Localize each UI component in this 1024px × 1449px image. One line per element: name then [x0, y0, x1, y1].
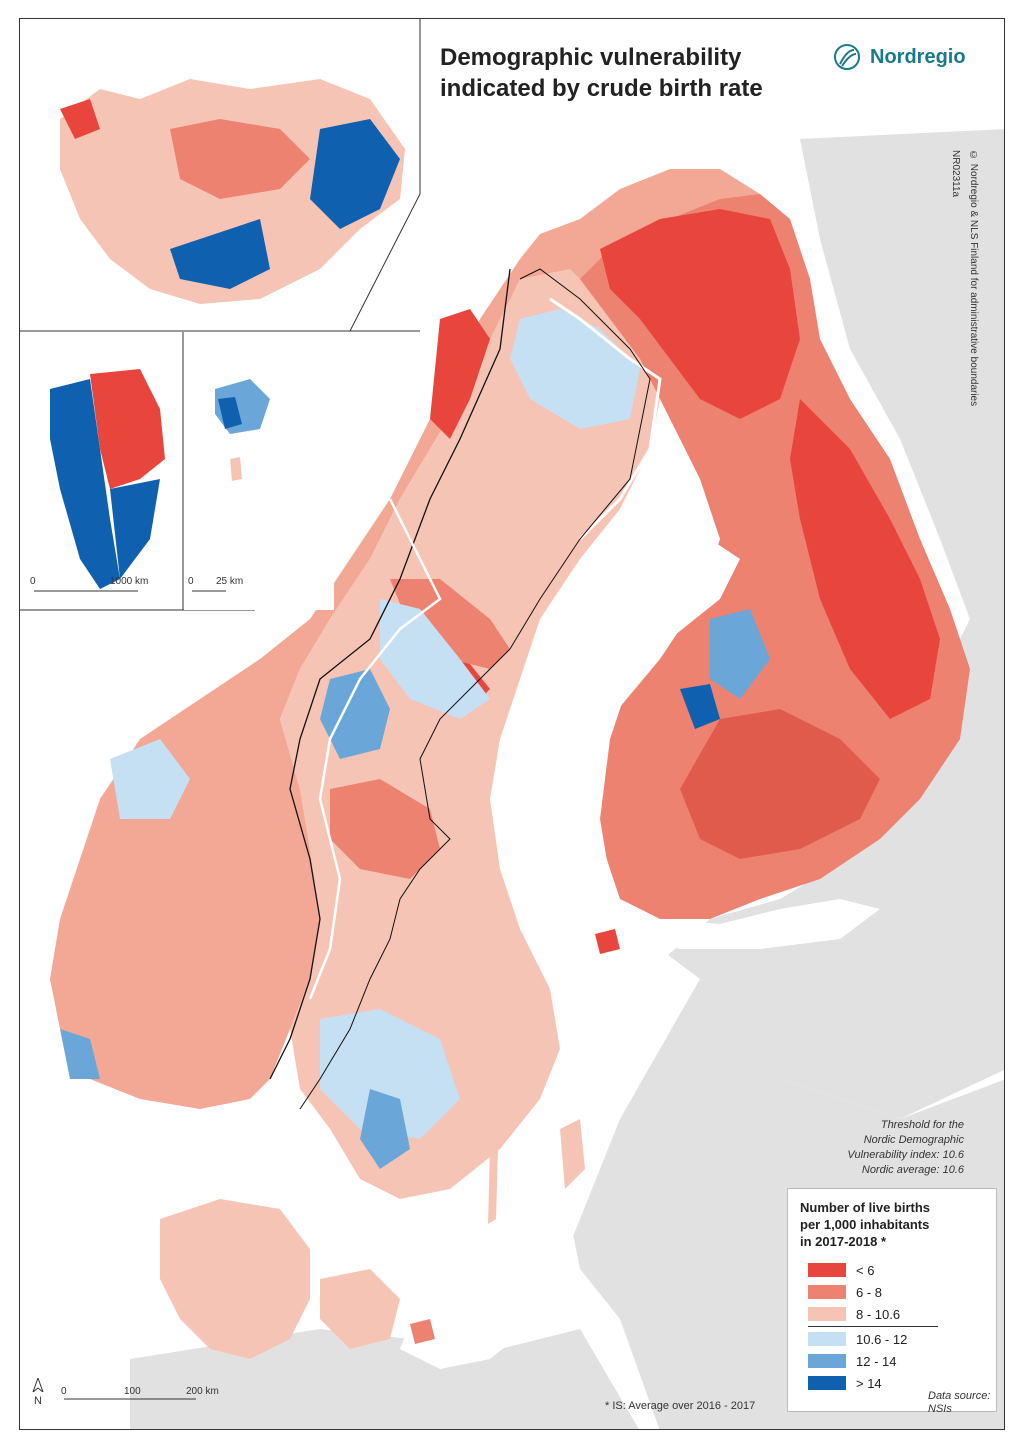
copyright-text: © Nordregio & NLS Finland for administrative boundaries — [968, 150, 979, 407]
faroe-south — [230, 457, 242, 481]
main-scale-0: 0 — [61, 1386, 67, 1397]
threshold-note — [814, 1118, 964, 1178]
legend-swatch — [808, 1285, 846, 1299]
map-title — [440, 42, 763, 104]
legend-label: 8 - 10.6 — [856, 1306, 901, 1322]
legend-item — [808, 1351, 984, 1371]
faroe-scale-0: 0 — [188, 576, 194, 587]
legend-title-line3: in 2017-2018 * — [800, 1234, 887, 1249]
brand-logo — [832, 42, 966, 72]
legend-label: > 14 — [856, 1375, 882, 1391]
data-source-line1: Data source: — [928, 1390, 991, 1402]
legend-item — [808, 1329, 984, 1349]
main-scale-200: 200 km — [186, 1386, 219, 1397]
legend-label: 12 - 14 — [856, 1353, 897, 1369]
threshold-line2: Nordic Demographic — [863, 1134, 964, 1146]
nordregio-logo-icon — [832, 42, 862, 72]
legend-threshold-divider — [808, 1326, 938, 1327]
legend-item — [808, 1260, 984, 1280]
map-title-line2: indicated by crude birth rate — [440, 75, 763, 102]
greenland-scale-1000: 1000 km — [110, 576, 149, 587]
data-source-line2: NSIs — [928, 1403, 952, 1415]
legend-title-line2: per 1,000 inhabitants — [800, 1217, 930, 1232]
legend-title — [800, 1199, 980, 1250]
legend-item — [808, 1282, 984, 1302]
legend — [787, 1188, 997, 1412]
footnote: * IS: Average over 2016 - 2017 — [605, 1400, 756, 1412]
north-arrow — [32, 1378, 44, 1407]
threshold-line3: Vulnerability index: 10.6 — [847, 1149, 964, 1161]
brand-name: Nordregio — [870, 45, 966, 68]
legend-title-line1: Number of live births — [800, 1200, 931, 1215]
legend-swatch — [808, 1376, 846, 1390]
data-source — [928, 1390, 990, 1416]
legend-swatch — [808, 1307, 846, 1321]
threshold-line4: Nordic average: 10.6 — [861, 1164, 964, 1176]
legend-item — [808, 1304, 984, 1324]
legend-label: 6 - 8 — [856, 1284, 883, 1300]
map-id: NR02311a — [950, 150, 961, 198]
faroe-scale-25: 25 km — [216, 576, 244, 587]
legend-swatch — [808, 1354, 846, 1368]
threshold-line1: Threshold for the — [880, 1119, 964, 1131]
legend-label: 10.6 - 12 — [856, 1331, 908, 1347]
legend-label: < 6 — [856, 1262, 875, 1278]
legend-swatch — [808, 1332, 846, 1346]
north-label: N — [34, 1395, 42, 1407]
north-arrow-icon — [32, 1378, 44, 1392]
legend-swatch — [808, 1263, 846, 1277]
map-title-line1: Demographic vulnerability — [440, 44, 742, 71]
main-scale-100: 100 — [124, 1386, 141, 1397]
greenland-scale-0: 0 — [30, 576, 36, 587]
inset-faroe-bg — [184, 332, 334, 610]
